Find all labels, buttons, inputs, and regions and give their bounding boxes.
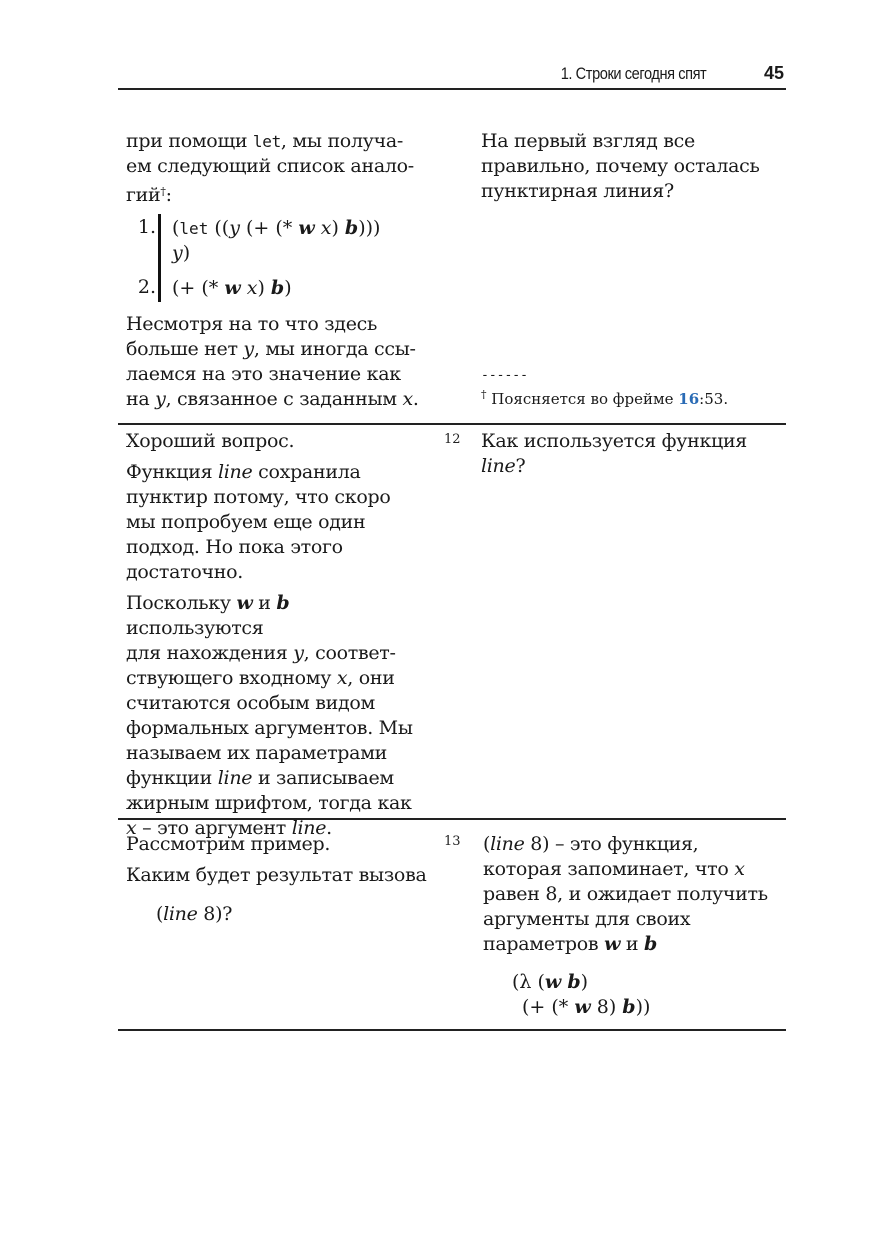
frame-link[interactable]: 16 [678,390,700,408]
top-answer-paragraph-2: Несмотря на то что здесь больше нет y, мы иногда ссы- лаемся на это значение как на y, связанное с заданным x. [126,313,419,410]
frame12-answer: Хороший вопрос. Функция line сохранила пунктир потому, что скоро мы попробуем еще один подход. Но пока этого достаточно. Поскольку w и b используются для нахождения y, соответ- ствующего входному x, они считаются особым видом формальных аргументов. Мы называем их параметрами функции line и записываем жирным шрифтом, тогда как x – это аргумент line. [126,430,413,839]
frame-number-13: 13 [444,834,461,849]
frame-divider [118,1029,786,1031]
chapter-title: 1. Строки сегодня спят [560,64,706,83]
frame-number-12: 12 [444,432,461,447]
frame13-answer: (line 8) – это функция, которая запоминает, что x равен 8, и ожидает получить аргументы для своих параметров w и b [483,833,768,955]
page-number: 45 [763,63,784,83]
list-bar [158,214,161,302]
frame-divider [118,818,786,820]
footnote-marker: † [160,185,166,198]
list-number-2: 2. [137,276,156,298]
top-question-text: На первый взгляд все правильно, почему осталась пунктирная линия? [481,130,760,202]
list-item-2: (+ (* w x) b) [172,277,292,299]
frame12-question: Как используется функция line? [481,430,747,477]
footnote: † Поясняется во фрейме 16:53. [481,388,729,408]
frame-divider [118,423,786,425]
list-item-1: (let ((y (+ (* w x) b))) y) [172,217,381,264]
running-header [118,62,786,90]
frame13-question: Рассмотрим пример. Каким будет результат вызова (line 8)? [126,833,427,925]
lambda-code: (λ (w b) (+ (* w 8) b)) [512,971,651,1018]
footnote-separator: ------ [481,368,528,383]
list-number-1: 1. [137,216,156,238]
top-answer-text: при помощи let, мы получа- ем следующий список анало- гий†: [126,130,414,206]
